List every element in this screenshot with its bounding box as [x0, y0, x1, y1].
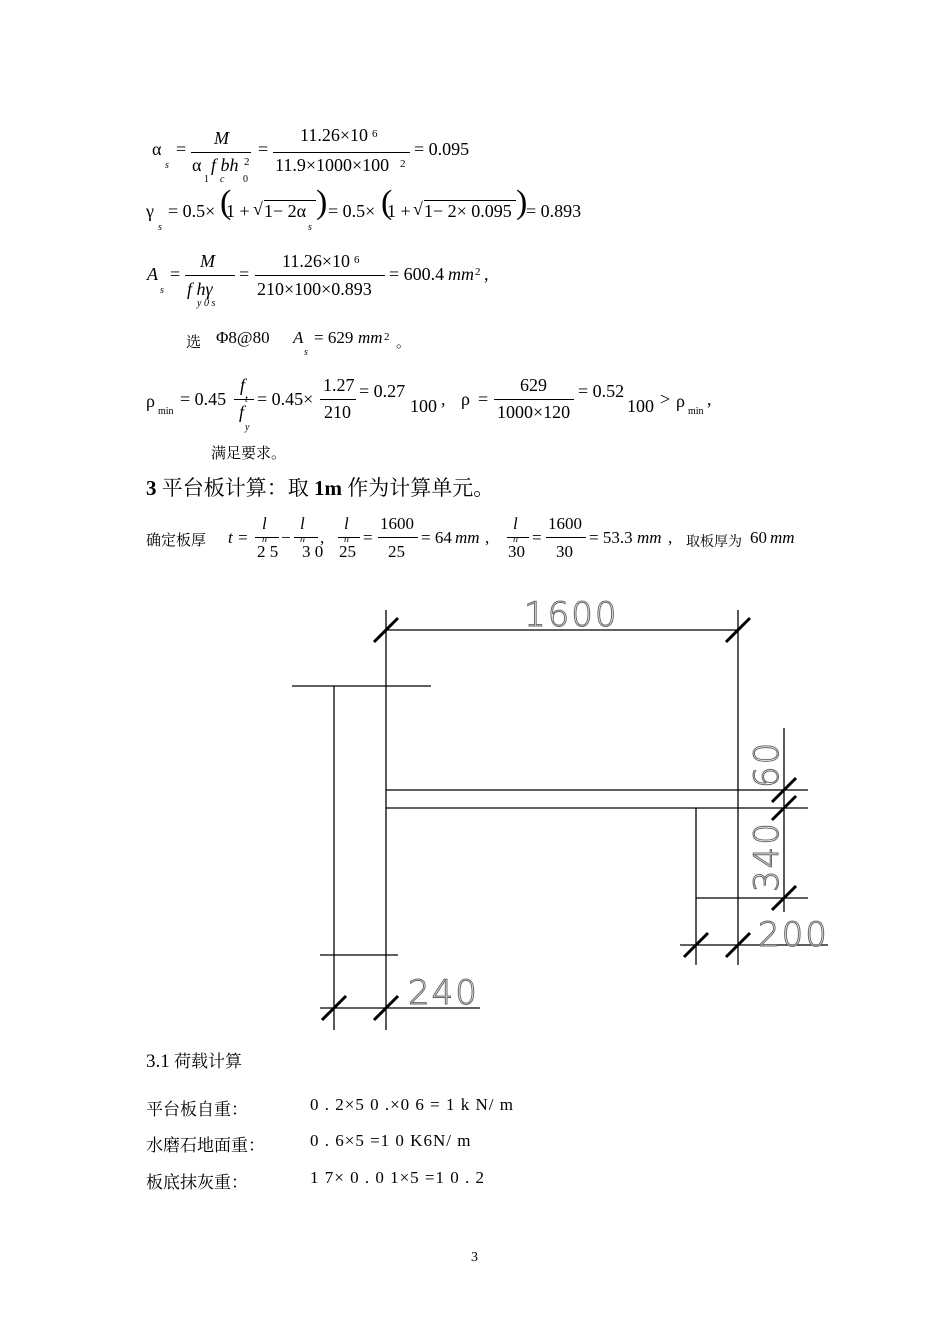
load-label: 水磨石地面重： [146, 1136, 265, 1155]
load-label: 平台板自重： [146, 1100, 248, 1119]
dim-label-240: 240 [408, 973, 479, 1013]
result: = 0.095 [414, 139, 470, 159]
load-label: 板底抹灰重： [146, 1173, 248, 1192]
dim-label-200: 200 [758, 915, 829, 955]
load-expression: 0 . 2×5 0 .×0 6 = 1 k N/ m [310, 1095, 514, 1114]
alpha-sub: s [165, 160, 169, 171]
document-page: α s = M α f bh 2 1 c 0 = 11.26×10 6 11.9×1000×100 2 = 0.095 γ s = 0.5× ( 1 + √ 1− 2α s ) = 0.5× ( 1 + √ 1− 2× 0.095 ) = 0.893 A s = M f hγ y 0 s = 11.26×10 6 210×100×0.893 = 600.4 mm 2 , 选 Φ8@80 A s = 629 mm 2 。 ρ min = 0.45 f f y = 0.45× 1.27 210 = 0.27 100 , ρ = 629 1000×120 = 0.52 100 > ρ min , 满足要求。 3 平台板计算：取 1m 作为计算单元。 确定板厚 t = l n 2 5 − l n 3 0 , l n 25 = 1600 25 = 64 mm , l n 30 = 1600 30 = 53.3 mm , 取板厚为 60 mm 1600 240 200 60 340 3.1 荷载计算 平台板自重： 0 . 2×5 0 .×0 6 = 1 k N/ m 水磨石地面重： 0 . 6×5 =1 0 K6N/ m 板底抹灰重： 1 7× 0 . 0 1×5 =1 0 . 2 3 [0, 0, 950, 1344]
frac-num: M [214, 128, 229, 148]
page-number: 3 [471, 1250, 478, 1265]
dim-label-60: 60 [747, 740, 787, 788]
load-expression: 1 7× 0 . 0 1×5 =1 0 . 2 [310, 1168, 486, 1187]
load-expression: 0 . 6×5 =1 0 K6N/ m [310, 1131, 472, 1150]
section-3-1-heading: 3.1 荷载计算 [146, 1051, 242, 1072]
dim-label-340: 340 [747, 821, 787, 892]
alpha-symbol: α [152, 139, 162, 159]
section-3-heading: 3 平台板计算：取 1m 作为计算单元。 [146, 476, 495, 500]
requirement-satisfied: 满足要求。 [211, 446, 287, 462]
dim-label-1600: 1600 [524, 595, 619, 635]
